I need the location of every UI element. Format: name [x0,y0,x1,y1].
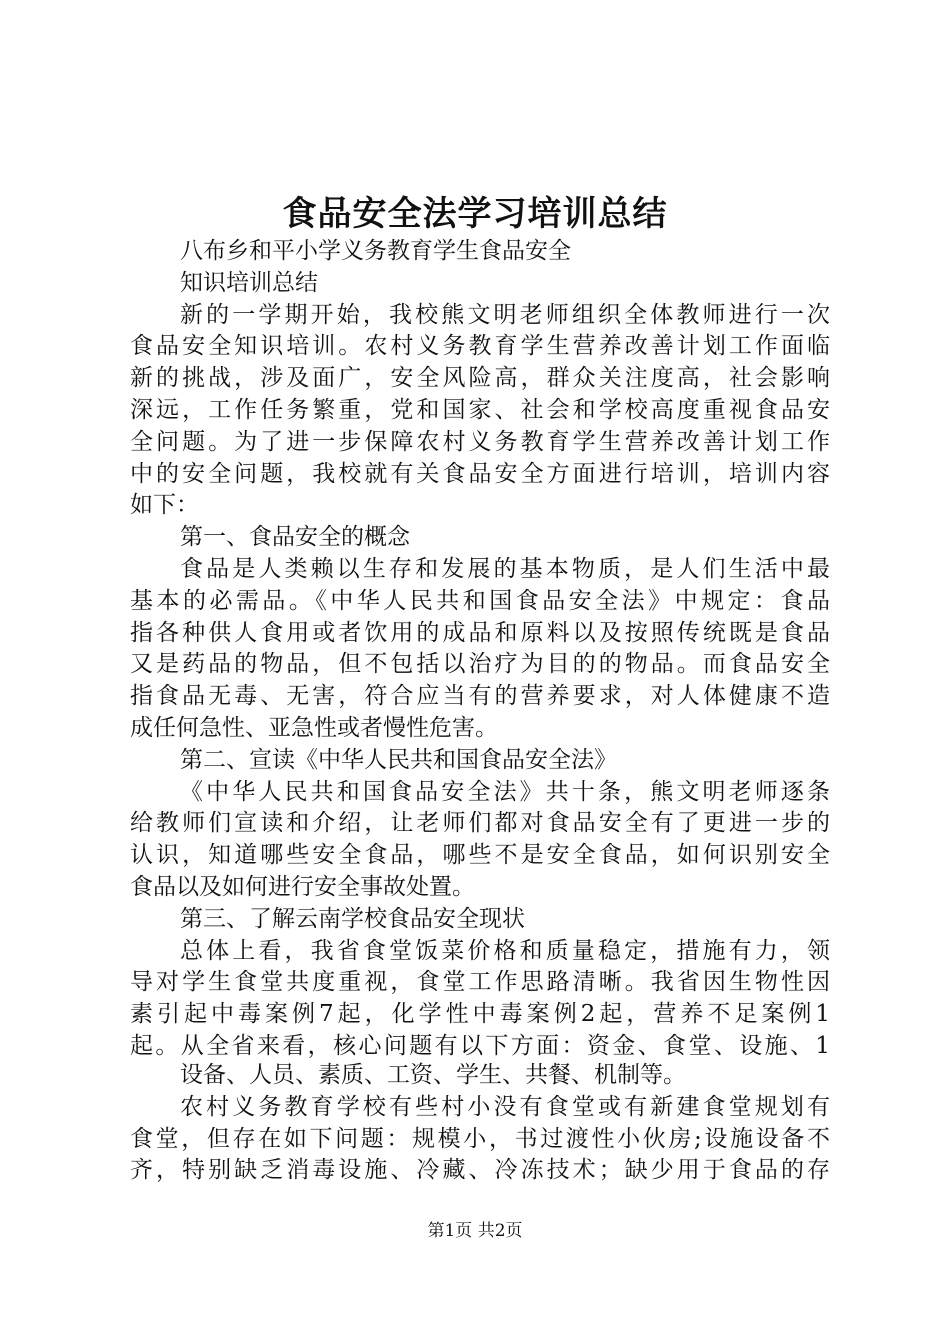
body-text-block-continued [130,1060,830,1187]
text-line: 食堂，但存在如下问题：规模小，书过渡性小伙房;设施设备不 [130,1125,830,1152]
text-line: 中的安全问题，我校就有关食品安全方面进行培训，培训内容 [130,460,830,487]
text-line: 基本的必需品。《中华人民共和国食品安全法》中规定：食品 [130,587,830,614]
text-line: 食品是人类赖以生存和发展的基本物质，是人们生活中最 [180,555,830,582]
text-line: 素引起中毒案例7起，化学性中毒案例2起，营养不足案例1 [130,1001,830,1028]
page-footer: 第1页 共2页 [427,1221,523,1241]
text-line: 新的一学期开始，我校熊文明老师组织全体教师进行一次 [180,301,830,328]
text-line: 新的挑战，涉及面广，安全风险高，群众关注度高，社会影响 [130,365,830,392]
body-text-block [130,236,830,1063]
text-line: 食品以及如何进行安全事故处置。 [130,873,475,900]
text-line: 农村义务教育学校有些村小没有食堂或有新建食堂规划有 [180,1093,830,1120]
text-line: 又是药品的物品，但不包括以治疗为目的的物品。而食品安全 [130,651,830,678]
text-line: 知识培训总结 [180,269,318,296]
text-line: 认识，知道哪些安全食品，哪些不是安全食品，如何识别安全 [130,842,830,869]
text-line: 食品安全知识培训。农村义务教育学生营养改善计划工作面临 [130,333,830,360]
text-line: 指食品无毒、无害，符合应当有的营养要求，对人体健康不造 [130,683,830,710]
text-line: 全问题。为了进一步保障农村义务教育学生营养改善计划工作 [130,428,830,455]
text-line: 指各种供人食用或者饮用的成品和原料以及按照传统既是食品 [130,619,830,646]
text-line: 八布乡和平小学义务教育学生食品安全 [180,238,571,264]
text-line: 起。从全省来看，核心问题有以下方面：资金、食堂、设施、1 [130,1032,830,1059]
text-line: 给教师们宣读和介绍，让老师们都对食品安全有了更进一步的 [130,810,830,837]
text-line: 深远，工作任务繁重，党和国家、社会和学校高度重视食品安 [130,396,830,423]
document-title: 食品安全法学习培训总结 [282,194,668,234]
text-line: 第三、了解云南学校食品安全现状 [180,905,525,932]
text-line: 第二、宣读《中华人民共和国食品安全法》 [180,746,617,773]
text-line: 《中华人民共和国食品安全法》共十条，熊文明老师逐条 [180,778,830,805]
text-line: 第一、食品安全的概念 [180,524,410,551]
text-line: 导对学生食堂共度重视，食堂工作思路清晰。我省因生物性因 [130,969,830,996]
text-line: 总体上看，我省食堂饭菜价格和质量稳定，措施有力，领 [180,937,830,964]
text-line: 成任何急性、亚急性或者慢性危害。 [130,714,498,741]
text-line: 如下： [130,492,199,519]
text-line: 设备、人员、素质、工资、学生、共餐、机制等。 [180,1062,686,1088]
text-line: 齐，特别缺乏消毒设施、冷藏、冷冻技术；缺少用于食品的存 [130,1157,830,1184]
